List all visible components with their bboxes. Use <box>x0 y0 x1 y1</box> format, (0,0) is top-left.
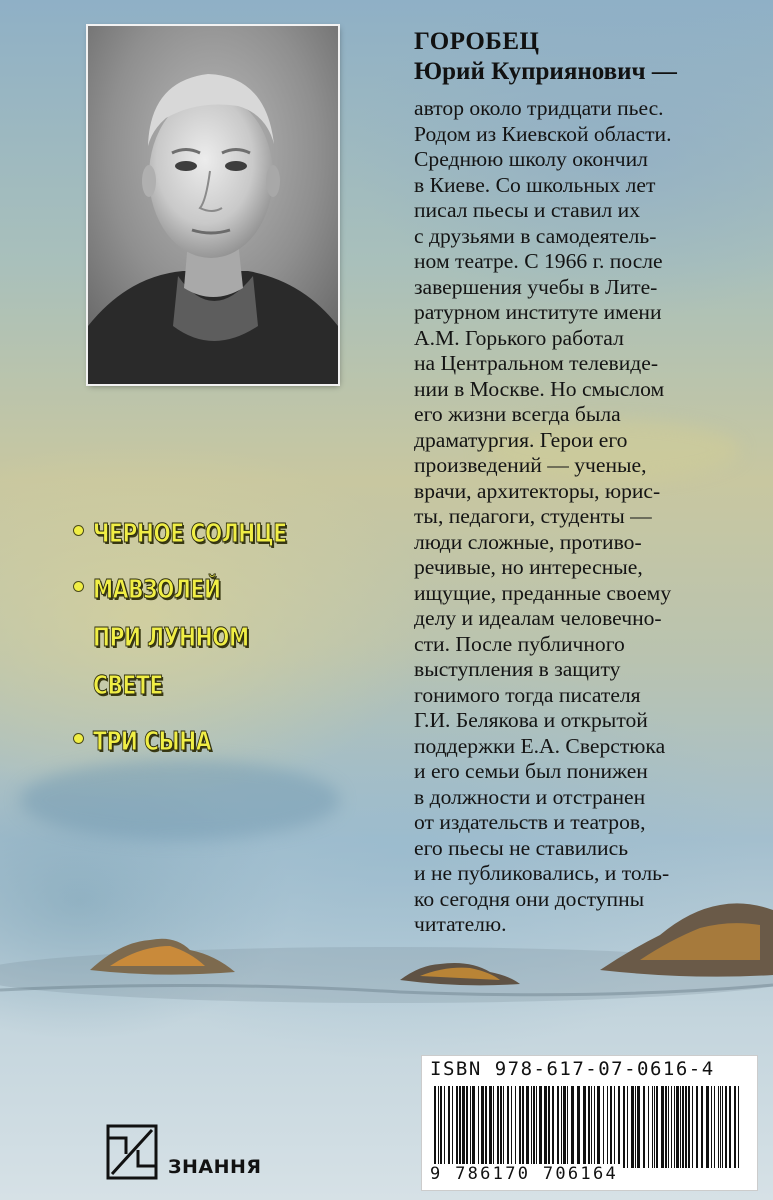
work-title: МАВЗОЛЕЙ <box>93 575 221 605</box>
bio-line: с друзьями в самодеятель- <box>414 223 657 248</box>
bio-line: и его семьи был понижен <box>414 759 648 783</box>
barcode-bars <box>430 1086 748 1168</box>
publisher-brand <box>106 1124 262 1180</box>
bio-line: Среднюю школу окончил <box>414 147 648 171</box>
bullet-dot-icon <box>74 582 83 591</box>
bio-line: делу и идеалам человечно- <box>414 606 662 630</box>
barcode-digits: 9 786170 706164 <box>430 1164 619 1184</box>
work-title: ЧЕРНОЕ СОЛНЦЕ <box>93 519 287 549</box>
work-title-item <box>74 566 341 710</box>
bio-line: сти. После публичного <box>414 631 625 656</box>
bio-line: автор около тридцати пьес. <box>414 96 664 120</box>
bio-line: его пьесы не ставились <box>414 835 629 860</box>
watercolor-islands <box>0 880 773 1060</box>
work-title-item <box>74 510 341 558</box>
bio-line: ном театре. С 1966 г. после <box>414 249 663 273</box>
bio-line: ищущие, преданные своему <box>414 580 672 605</box>
work-title: СВЕТЕ <box>93 671 163 701</box>
bio-line: на Центральном телевиде- <box>414 351 659 375</box>
author-surname: ГОРОБЕЦ <box>414 28 540 55</box>
bio-line: в Киеве. Со школьных лет <box>414 172 656 197</box>
work-title: ПРИ ЛУННОМ <box>93 623 249 653</box>
bio-line: Г.И. Белякова и открытой <box>414 708 648 732</box>
bio-line: ратурном институте имени <box>414 300 662 324</box>
bio-line: нии в Москве. Но смыслом <box>414 376 665 401</box>
bio-line: люди сложные, противо- <box>414 529 642 554</box>
bio-line: гонимого тогда писателя <box>414 682 641 707</box>
bio-line: читателю. <box>414 912 507 936</box>
bio-line: врачи, архитекторы, юрис- <box>414 478 661 503</box>
work-title: ТРИ СЫНА <box>93 727 212 757</box>
bio-line: драматургия. Герои его <box>414 427 628 452</box>
bio-line: речивые, но интересные, <box>414 555 643 579</box>
publisher-logo-icon <box>106 1124 158 1180</box>
bio-line: завершения учебы в Лите- <box>414 274 658 299</box>
bio-line: ко сегодня они доступны <box>414 886 645 911</box>
bio-line: и не публиковались, и толь- <box>414 861 670 885</box>
isbn-label: ISBN 978-617-07-0616-4 <box>430 1058 715 1080</box>
bio-line: в должности и отстранен <box>414 784 646 809</box>
author-name: Юрий Куприянович — <box>414 58 677 85</box>
bio-line: Родом из Киевской области. <box>414 121 672 146</box>
work-title-item <box>74 718 341 766</box>
bio-line: писал пьесы и ставил их <box>414 198 641 222</box>
isbn-barcode <box>421 1055 758 1191</box>
bio-line: выступления в защиту <box>414 657 621 681</box>
author-photo <box>88 26 338 384</box>
bio-line: А.М. Горького работал <box>414 325 624 350</box>
bio-line: его жизни всегда была <box>414 402 621 426</box>
bio-line: произведений — ученые, <box>414 453 647 477</box>
bullet-dot-icon <box>74 734 83 743</box>
author-biography <box>414 96 750 938</box>
publisher-name: ЗНАННЯ <box>168 1156 262 1178</box>
bio-line: поддержки Е.А. Сверстюка <box>414 733 666 758</box>
bio-line: ты, педагоги, студенты — <box>414 504 652 528</box>
bullet-dot-icon <box>74 526 83 535</box>
included-works-list <box>74 510 341 774</box>
bio-line: от издательств и театров, <box>414 810 646 834</box>
